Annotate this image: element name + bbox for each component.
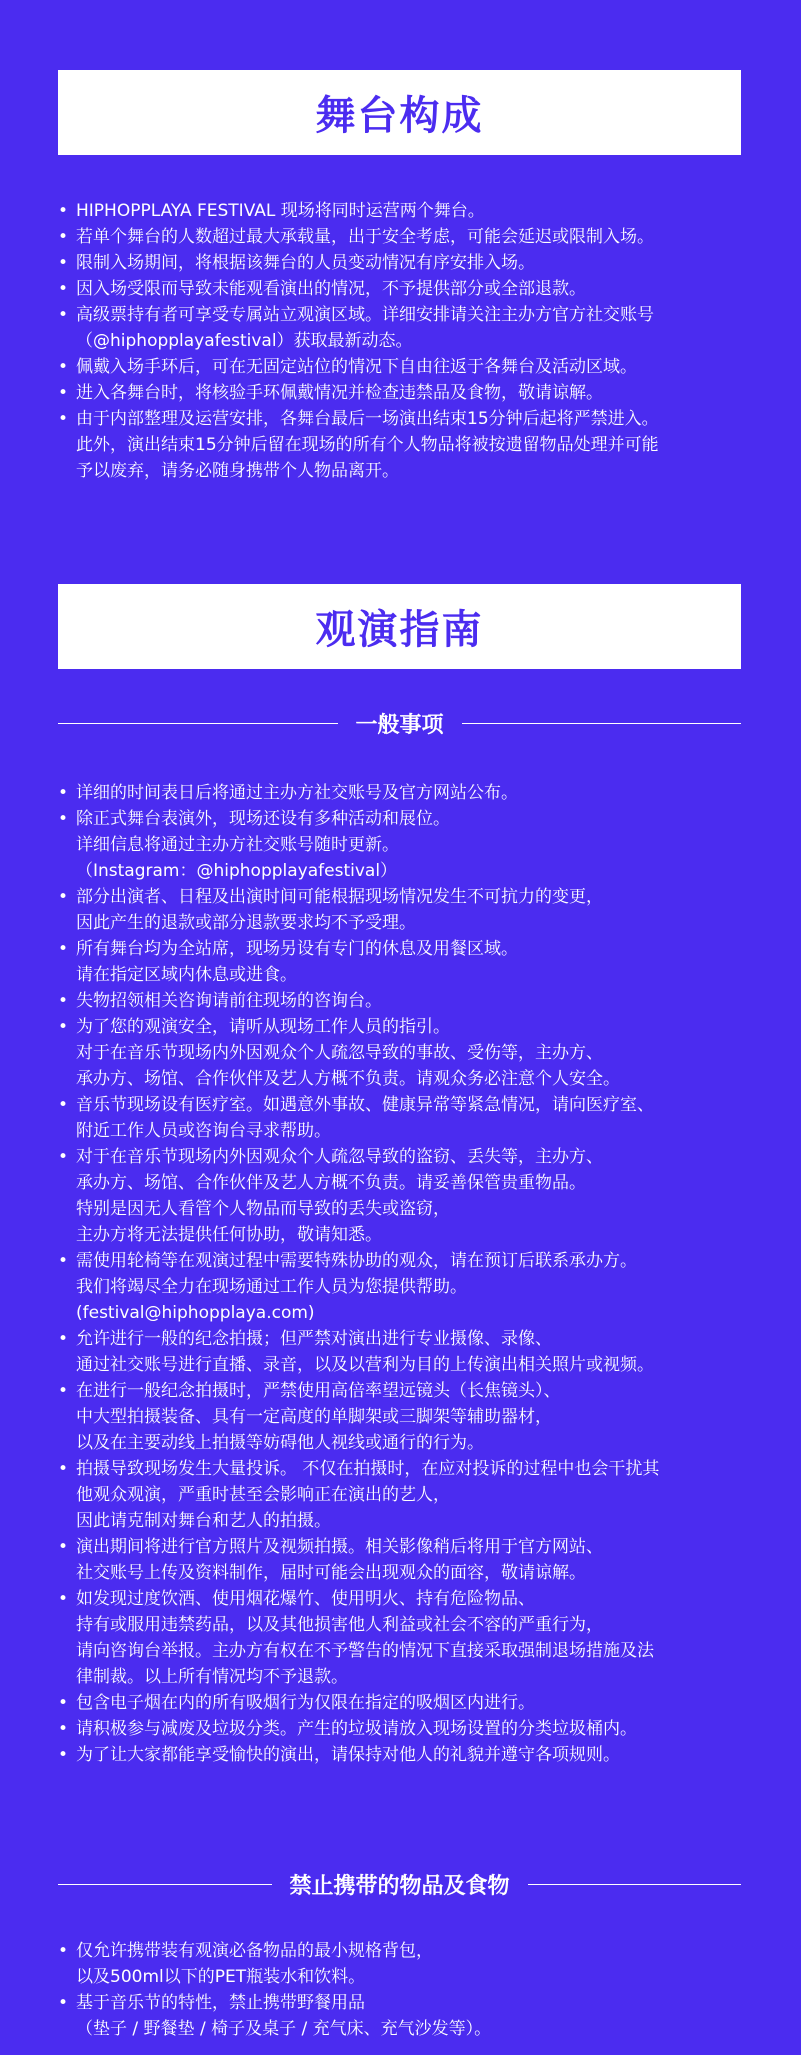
list-item-line: • 对于在音乐节现场内外因观众个人疏忽导致的盗窃、丢失等，主办方、 — [76, 1147, 603, 1167]
list-item-line: 承办方、场馆、合作伙伴及艺人方概不负责。请妥善保管贵重物品。 — [76, 1173, 586, 1193]
list-item-line: • 失物招领相关咨询请前往现场的咨询台。 — [76, 991, 382, 1011]
divider-line-left — [58, 1884, 272, 1885]
list-item — [56, 250, 756, 276]
list-item — [56, 1144, 756, 1248]
list-item-line: 因此请克制对舞台和艺人的拍摄。 — [76, 1511, 331, 1531]
list-item-line: 持有或服用违禁药品，以及其他损害他人利益或社会不容的严重行为， — [76, 1615, 603, 1635]
list-item — [56, 1092, 756, 1144]
list-item-line: • 佩戴入场手环后，可在无固定站位的情况下自由往返于各舞台及活动区域。 — [76, 357, 637, 377]
general-rules-list — [56, 780, 756, 1768]
list-item — [56, 406, 756, 484]
list-item-line: • 为了您的观演安全，请听从现场工作人员的指引。 — [76, 1017, 450, 1037]
list-item-line: • 基于音乐节的特性，禁止携带野餐用品 — [76, 1993, 365, 2013]
list-item-line: 以及在主要动线上拍摄等妨碍他人视线或通行的行为。 — [76, 1433, 484, 1453]
list-item — [56, 806, 756, 884]
list-item-line: • 拍摄导致现场发生大量投诉。 不仅在拍摄时，在应对投诉的过程中也会干扰其 — [76, 1459, 660, 1479]
list-item-line: 详细信息将通过主办方社交账号随时更新。 — [76, 835, 399, 855]
list-item — [56, 1014, 756, 1092]
list-item — [56, 1326, 756, 1378]
list-item-line: 社交账号上传及资料制作，届时可能会出现观众的面容，敬请谅解。 — [76, 1563, 586, 1583]
list-item-line: • 详细的时间表日后将通过主办方社交账号及官方网站公布。 — [76, 783, 518, 803]
list-item-line: • 包含电子烟在内的所有吸烟行为仅限在指定的吸烟区内进行。 — [76, 1693, 535, 1713]
list-item-line: 通过社交账号进行直播、录音，以及以营利为目的上传演出相关照片或视频。 — [76, 1355, 654, 1375]
list-item-line: 予以废弃，请务必随身携带个人物品离开。 — [76, 461, 399, 481]
list-item-line: 他观众观演，严重时甚至会影响正在演出的艺人， — [76, 1485, 450, 1505]
list-item-line: • 为了让大家都能享受愉快的演出，请保持对他人的礼貌并遵守各项规则。 — [76, 1745, 620, 1765]
list-item-line: • 除正式舞台表演外，现场还设有多种活动和展位。 — [76, 809, 450, 829]
list-item-line: • 因入场受限而导致未能观看演出的情况，不予提供部分或全部退款。 — [76, 279, 586, 299]
list-item — [56, 884, 756, 936]
list-item-line: 请向咨询台举报。主办方有权在不予警告的情况下直接采取强制退场措施及法 — [76, 1641, 654, 1661]
list-item — [56, 1456, 756, 1534]
list-item — [56, 1586, 756, 1690]
list-item — [56, 354, 756, 380]
list-item-line: 律制裁。以上所有情况均不予退款。 — [76, 1667, 348, 1687]
list-item-line: 中大型拍摄装备、具有一定高度的单脚架或三脚架等辅助器材， — [76, 1407, 552, 1427]
list-item-line: 因此产生的退款或部分退款要求均不予受理。 — [76, 913, 416, 933]
list-item — [56, 1690, 756, 1716]
list-item-line: • 演出期间将进行官方照片及视频拍摄。相关影像稍后将用于官方网站、 — [76, 1537, 603, 1557]
list-item-line: 对于在音乐节现场内外因观众个人疏忽导致的事故、受伤等，主办方、 — [76, 1043, 603, 1063]
list-item-line: • 由于内部整理及运营安排，各舞台最后一场演出结束15分钟后起将严禁进入。 — [76, 409, 659, 429]
list-item — [56, 1716, 756, 1742]
list-item-line: • HIPHOPPLAYA FESTIVAL 现场将同时运营两个舞台。 — [76, 201, 485, 221]
list-item — [56, 1990, 756, 2042]
list-item-line: 以及500ml以下的PET瓶装水和饮料。 — [76, 1967, 366, 1987]
divider-line-right — [462, 723, 742, 724]
list-item-line: 特别是因无人看管个人物品而导致的丢失或盗窃， — [76, 1199, 450, 1219]
list-item-line: • 所有舞台均为全站席，现场另设有专门的休息及用餐区域。 — [76, 939, 518, 959]
list-item-line: • 进入各舞台时，将核验手环佩戴情况并检查违禁品及食物，敬请谅解。 — [76, 383, 603, 403]
list-item-line: 附近工作人员或咨询台寻求帮助。 — [76, 1121, 331, 1141]
divider-line-left — [58, 723, 338, 724]
banned-divider — [58, 1869, 741, 1899]
banned-section-title: 禁止携带的物品及食物 — [289, 1873, 510, 1899]
list-item — [56, 1742, 756, 1768]
list-item-line: 承办方、场馆、合作伙伴及艺人方概不负责。请观众务必注意个人安全。 — [76, 1069, 620, 1089]
list-item — [56, 988, 756, 1014]
stage-section-title: 舞台构成 — [315, 93, 484, 139]
list-item-line: • 允许进行一般的纪念拍摄；但严禁对演出进行专业摄像、录像、 — [76, 1329, 552, 1349]
stage-section-header — [58, 70, 741, 155]
stage-rules-list — [56, 198, 756, 484]
list-item — [56, 380, 756, 406]
guide-section-header — [58, 584, 741, 669]
list-item-line: （垫子 / 野餐垫 / 椅子及桌子 / 充气床、充气沙发等）。 — [76, 2019, 492, 2039]
list-item — [56, 1378, 756, 1456]
list-item-line: • 如发现过度饮酒、使用烟花爆竹、使用明火、持有危险物品、 — [76, 1589, 535, 1609]
list-item-line: 请在指定区域内休息或进食。 — [76, 965, 297, 985]
list-item-line: • 在进行一般纪念拍摄时，严禁使用高倍率望远镜头（长焦镜头）、 — [76, 1381, 561, 1401]
list-item-line: • 需使用轮椅等在观演过程中需要特殊协助的观众，请在预订后联系承办方。 — [76, 1251, 637, 1271]
list-item — [56, 1938, 756, 1990]
general-divider — [58, 708, 741, 738]
list-item — [56, 198, 756, 224]
list-item-line: 我们将竭尽全力在现场通过工作人员为您提供帮助。 — [76, 1277, 467, 1297]
list-item — [56, 276, 756, 302]
list-item-line: • 部分出演者、日程及出演时间可能根据现场情况发生不可抗力的变更， — [76, 887, 603, 907]
list-item-line: （@hiphopplayafestival）获取最新动态。 — [76, 331, 413, 351]
list-item-line: (festival@hiphopplaya.com) — [76, 1303, 315, 1323]
list-item — [56, 224, 756, 250]
list-item-line: • 音乐节现场设有医疗室。如遇意外事故、健康异常等紧急情况，请向医疗室、 — [76, 1095, 654, 1115]
list-item-line: • 高级票持有者可享受专属站立观演区域。详细安排请关注主办方官方社交账号 — [76, 305, 654, 325]
list-item — [56, 780, 756, 806]
list-item-line: • 请积极参与减废及垃圾分类。产生的垃圾请放入现场设置的分类垃圾桶内。 — [76, 1719, 637, 1739]
list-item-line: （Instagram：@hiphopplayafestival） — [76, 861, 398, 881]
list-item-line: • 若单个舞台的人数超过最大承载量，出于安全考虑，可能会延迟或限制入场。 — [76, 227, 654, 247]
list-item-line: • 限制入场期间，将根据该舞台的人员变动情况有序安排入场。 — [76, 253, 535, 273]
list-item-line: 此外，演出结束15分钟后留在现场的所有个人物品将被按遗留物品处理并可能 — [76, 435, 659, 455]
list-item — [56, 1248, 756, 1326]
list-item — [56, 936, 756, 988]
list-item-line: 主办方将无法提供任何协助，敬请知悉。 — [76, 1225, 382, 1245]
list-item — [56, 1534, 756, 1586]
banned-items-list — [56, 1938, 756, 2042]
general-section-title: 一般事项 — [355, 712, 444, 738]
list-item-line: • 仅允许携带装有观演必备物品的最小规格背包， — [76, 1941, 433, 1961]
divider-line-right — [528, 1884, 742, 1885]
list-item — [56, 302, 756, 354]
guide-section-title: 观演指南 — [315, 607, 484, 653]
